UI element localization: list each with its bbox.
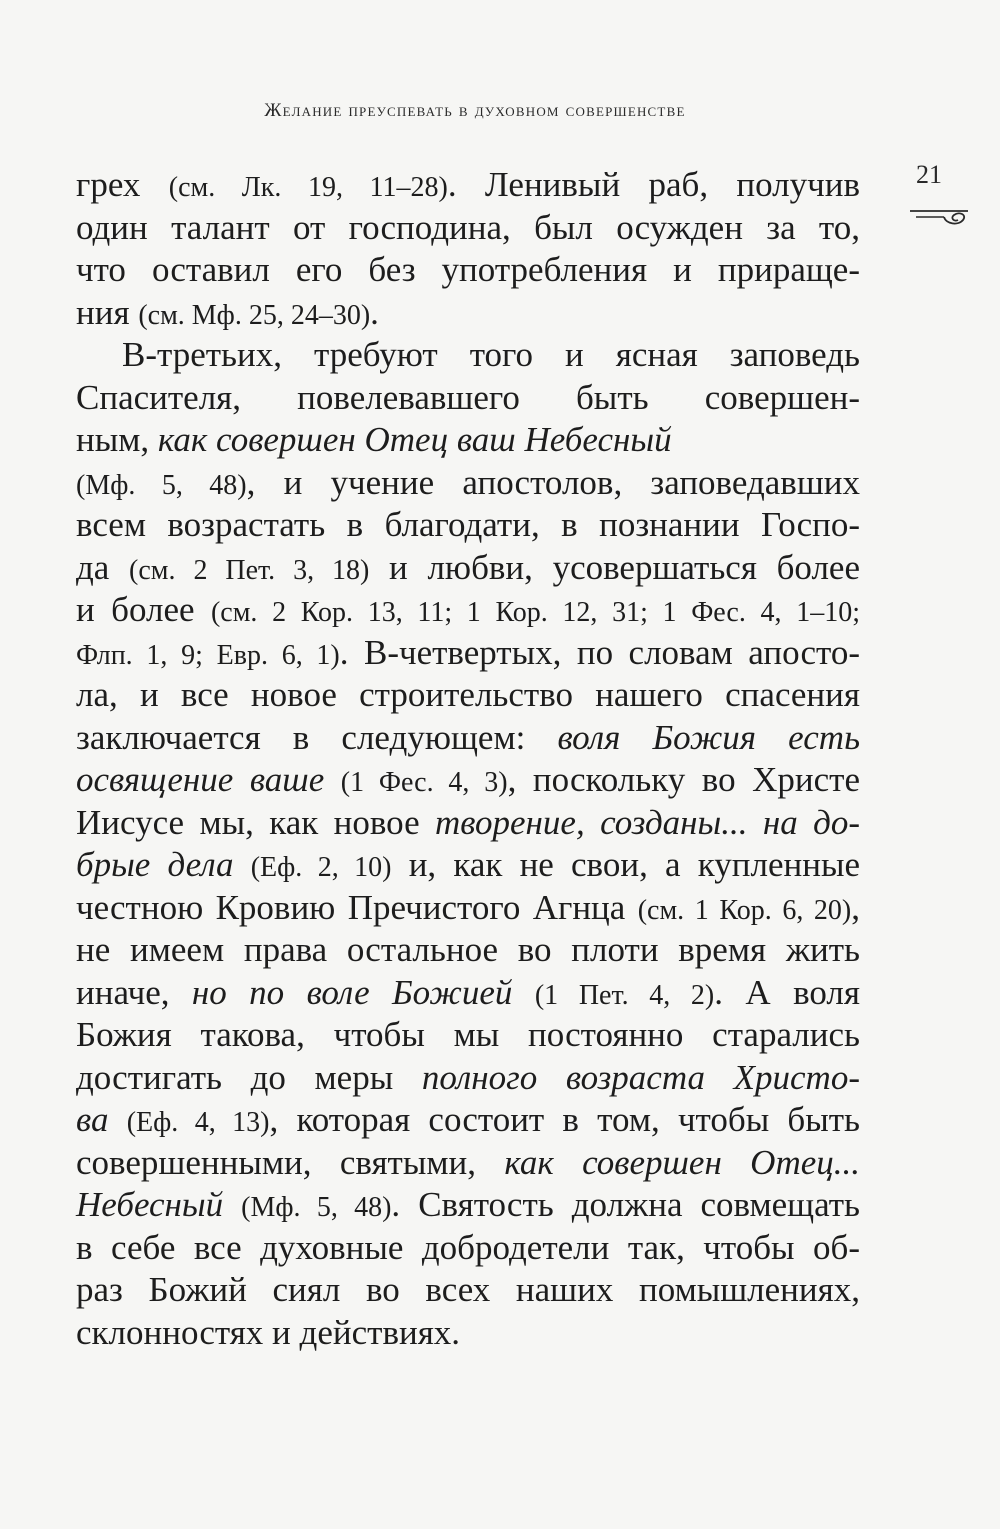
text-segment: не имеем права остальное во плоти время жить bbox=[76, 930, 860, 969]
text-segment: , поскольку во Христе bbox=[507, 760, 860, 799]
text-segment: В-третьих, требуют того и ясная заповедь bbox=[122, 335, 860, 374]
scripture-reference: Флп. 1, 9; Евр. 6, 1) bbox=[76, 639, 340, 671]
quotation-italic: ва bbox=[76, 1100, 109, 1139]
text-segment: и любви, усовершаться более bbox=[369, 547, 861, 587]
quotation-italic: брые дела bbox=[76, 845, 234, 884]
text-segment: . bbox=[370, 292, 379, 332]
scripture-reference: (1 Фес. 4, 3) bbox=[340, 767, 508, 798]
text-line bbox=[76, 759, 860, 802]
text-line bbox=[76, 1227, 860, 1270]
page-number: 21 bbox=[916, 160, 942, 189]
swirl-ornament-icon bbox=[908, 206, 970, 228]
text-segment bbox=[512, 973, 534, 1012]
text-segment: ным, bbox=[76, 420, 158, 459]
scripture-reference: (Мф. 5, 48) bbox=[241, 1192, 392, 1223]
text-line bbox=[76, 547, 860, 590]
text-segment: честною Кровию Пречистого Агнца bbox=[76, 887, 638, 927]
text-line bbox=[76, 1269, 860, 1312]
text-line bbox=[76, 504, 860, 547]
text-line bbox=[76, 1014, 860, 1057]
text-line bbox=[76, 717, 860, 760]
text-segment: всем возрастать в благодати, в познании Госпо- bbox=[76, 505, 860, 544]
text-line bbox=[76, 844, 860, 887]
text-segment: ла, и все новое строительство нашего спасения bbox=[76, 675, 860, 714]
text-segment: Иисусе мы, как новое bbox=[76, 802, 436, 842]
quotation-italic: но по воле Божией bbox=[191, 972, 513, 1012]
text-line bbox=[76, 589, 860, 632]
text-segment: раз Божий сиял во всех наших помышлениях, bbox=[76, 1270, 860, 1309]
text-segment: да bbox=[76, 547, 130, 587]
text-line bbox=[76, 292, 860, 335]
scripture-reference: (Мф. 5, 48) bbox=[76, 469, 247, 501]
text-segment: достигать до меры bbox=[76, 1057, 422, 1097]
text-segment: . Ленивый раб, получив bbox=[447, 165, 861, 204]
text-line bbox=[76, 972, 860, 1015]
text-segment: . Святость должна совмещать bbox=[391, 1185, 861, 1224]
text-segment bbox=[223, 1185, 241, 1224]
text-segment bbox=[234, 845, 251, 884]
text-line bbox=[76, 1057, 860, 1100]
text-line bbox=[76, 929, 860, 972]
text-line bbox=[76, 164, 860, 207]
scripture-reference: (см. 1 Кор. 6, 20) bbox=[637, 894, 852, 926]
quotation-italic: творение, созданы... на до- bbox=[435, 802, 860, 842]
quotation-italic: воля Божия есть bbox=[557, 717, 860, 757]
text-line bbox=[76, 207, 860, 250]
scripture-reference: (см. Лк. 19, 11–28) bbox=[168, 172, 448, 203]
text-segment: в себе все духовные добродетели так, чтобы об- bbox=[76, 1227, 860, 1267]
text-line bbox=[76, 462, 860, 505]
text-segment: и более bbox=[76, 590, 211, 629]
text-segment: заключается в следующем: bbox=[76, 717, 558, 757]
text-line bbox=[76, 1312, 860, 1355]
scripture-reference: (см. 2 Кор. 13, 11; 1 Кор. 12, 31; 1 Фес. 4, 1–10; bbox=[210, 597, 860, 628]
quotation-italic: освящение ваше bbox=[76, 760, 325, 799]
text-line bbox=[76, 887, 860, 930]
text-line bbox=[76, 419, 860, 462]
text-segment: один талант от господина, был осужден за то, bbox=[76, 207, 860, 247]
text-segment: грех bbox=[76, 165, 169, 204]
text-line bbox=[76, 1184, 860, 1227]
text-segment: , которая состоит в том, чтобы быть bbox=[269, 1100, 861, 1139]
text-line bbox=[76, 249, 860, 292]
text-segment: , bbox=[851, 887, 861, 927]
scripture-reference: (Еф. 4, 13) bbox=[126, 1107, 270, 1138]
scripture-reference: (Еф. 2, 10) bbox=[250, 852, 392, 883]
text-line bbox=[76, 377, 860, 420]
text-line bbox=[76, 674, 860, 717]
text-segment: Божия такова, чтобы мы постоянно старались bbox=[76, 1015, 860, 1054]
scripture-reference: (см. 2 Пет. 3, 18) bbox=[129, 554, 370, 586]
running-head-title: Желание преуспевать в духовном совершенстве bbox=[264, 100, 686, 121]
text-line bbox=[76, 632, 860, 675]
scripture-reference: (см. Мф. 25, 24–30) bbox=[138, 299, 371, 331]
text-line bbox=[76, 802, 860, 845]
text-segment bbox=[324, 760, 341, 799]
text-segment bbox=[108, 1100, 126, 1139]
text-segment: . В-четвертых, по словам апосто- bbox=[339, 632, 860, 672]
scripture-reference: (1 Пет. 4, 2) bbox=[534, 979, 715, 1011]
text-segment: Спасителя, повелевавшего быть совершен- bbox=[76, 377, 860, 417]
text-segment: склонностях и действиях. bbox=[76, 1312, 461, 1352]
text-segment: иначе, bbox=[76, 972, 192, 1012]
text-segment: и, как не свои, а купленные bbox=[391, 845, 860, 884]
quotation-italic: как совершен Отец ваш Небесный bbox=[157, 420, 672, 459]
quotation-italic: полного возраста Христо- bbox=[421, 1057, 860, 1097]
text-segment: что оставил его без употребления и прираще- bbox=[76, 250, 860, 289]
text-line bbox=[76, 334, 860, 377]
text-segment: совершенными, святыми, bbox=[76, 1142, 505, 1182]
text-line bbox=[76, 1142, 860, 1185]
text-line bbox=[76, 1099, 860, 1142]
text-segment: ния bbox=[76, 292, 139, 332]
body-text bbox=[76, 164, 860, 1354]
text-segment: . А воля bbox=[714, 972, 860, 1012]
quotation-italic: как совершен Отец... bbox=[504, 1142, 861, 1182]
text-segment: , и учение апостолов, заповедавших bbox=[246, 462, 860, 502]
quotation-italic: Небесный bbox=[76, 1185, 224, 1224]
